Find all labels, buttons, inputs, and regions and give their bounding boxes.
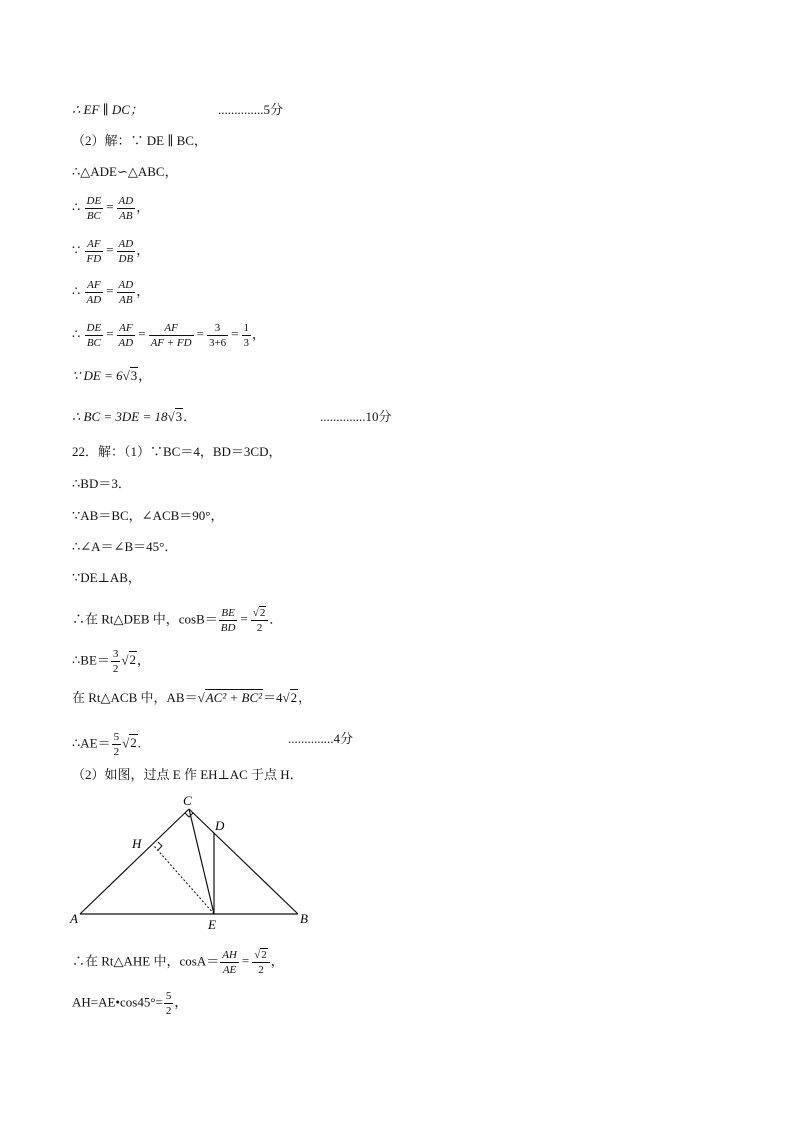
denominator: 2 — [258, 964, 264, 976]
radicand: 3 — [175, 409, 183, 424]
therefore-symbol: ∴ — [72, 283, 81, 299]
fraction — [85, 237, 104, 266]
punct: ， — [270, 953, 284, 969]
right-angle-mark-c — [185, 813, 193, 817]
line-ae — [72, 730, 141, 759]
numerator: 5 — [113, 731, 120, 743]
line-ab-bc: ∵AB＝BC，∠ACB＝90°， — [72, 508, 224, 523]
denominator: BC — [86, 337, 101, 349]
label-d: D — [215, 818, 225, 833]
denominator: AB — [119, 294, 133, 306]
denominator: 3+6 — [208, 337, 227, 349]
text: ∴AE＝ — [72, 735, 111, 751]
segment-cb — [189, 809, 298, 914]
text: ∴ EF ∥ DC； — [72, 102, 143, 117]
geometry-figure — [66, 792, 326, 934]
line-similar-triangles: ∴△ADE∽△ABC， — [72, 164, 178, 179]
fraction — [112, 730, 122, 759]
line-be — [72, 647, 150, 676]
denominator: AB — [119, 210, 133, 222]
denominator: 2 — [256, 622, 263, 634]
punct: ， — [252, 326, 266, 342]
equals: = — [106, 199, 114, 215]
score-5: ..............5分 — [218, 102, 284, 117]
fraction — [85, 278, 104, 307]
numerator: DE — [86, 195, 102, 207]
line-de-perp: ∵DE⊥AB， — [72, 570, 141, 585]
equals: = — [240, 611, 248, 627]
fraction — [85, 194, 104, 223]
equals: = — [138, 326, 146, 342]
denominator: AF + FD — [150, 337, 192, 349]
because-symbol: ∵ — [72, 242, 81, 258]
numerator: AD — [118, 279, 134, 291]
line-ratio-1 — [72, 194, 149, 223]
line-cosa — [72, 948, 284, 977]
label-a: A — [70, 911, 78, 926]
denominator: 2 — [112, 663, 119, 675]
numerator: √2 — [251, 606, 269, 621]
fraction — [85, 321, 104, 350]
fraction — [164, 989, 174, 1018]
text: ＝4 — [263, 690, 283, 705]
numerator: AD — [118, 195, 134, 207]
fraction — [242, 321, 252, 350]
sqrt-sign: √ — [167, 409, 175, 424]
numerator: AF — [149, 321, 194, 336]
numerator: 5 — [165, 990, 172, 1002]
text: AH=AE•cos45°= — [72, 994, 163, 1010]
numerator: √2 — [252, 948, 270, 963]
denominator: FD — [86, 253, 102, 265]
line-ef-parallel-dc — [72, 101, 143, 119]
label-c: C — [183, 793, 192, 808]
fraction — [219, 606, 238, 635]
numerator: 3 — [112, 648, 119, 660]
radicand: 2 — [261, 949, 267, 961]
equals: = — [196, 326, 204, 342]
fraction — [117, 194, 136, 223]
punct: ， — [136, 283, 150, 299]
punct: ， — [137, 652, 151, 668]
punct: . — [137, 735, 141, 751]
fraction — [111, 647, 121, 676]
label-e: E — [208, 917, 216, 932]
line-ratio-chain — [72, 321, 265, 350]
radicand: AC² + BC² — [205, 690, 263, 705]
numerator: DE — [86, 322, 102, 334]
line-angles: ∴∠A＝∠B＝45°． — [72, 539, 178, 554]
line-bd: ∴BD＝3． — [72, 476, 131, 491]
equals: = — [241, 953, 250, 969]
denominator: AE — [222, 964, 237, 976]
line-ratio-2 — [72, 237, 149, 266]
radicand: 2 — [130, 735, 137, 751]
line-ratio-3 — [72, 278, 149, 307]
line-part2-figure: （2）如图，过点 E 作 EH⊥AC 于点 H． — [72, 767, 303, 782]
sqrt-sign: √ — [121, 652, 129, 668]
line-bc-value — [72, 408, 196, 426]
denominator: AD — [86, 294, 102, 306]
text: ∵ DE = 6 — [72, 368, 123, 383]
fraction — [252, 948, 270, 977]
segment-eh-dotted — [154, 846, 214, 914]
numerator: AF — [85, 237, 104, 252]
punct: ， — [136, 242, 150, 258]
punct: ． — [269, 611, 283, 627]
denominator: DB — [118, 253, 134, 265]
line-cosb — [72, 606, 282, 635]
punct: ， — [138, 368, 152, 383]
fraction — [220, 948, 239, 977]
therefore-symbol: ∴ — [72, 199, 81, 215]
denominator: 2 — [165, 1005, 172, 1017]
radicand: 2 — [290, 690, 298, 705]
line-de-value — [72, 367, 151, 385]
fraction — [149, 321, 194, 350]
radicand: 3 — [130, 368, 138, 383]
punct: ， — [136, 199, 150, 215]
denominator: AD — [118, 337, 134, 349]
denominator: BD — [220, 622, 236, 634]
score-10: ..............10分 — [320, 409, 392, 424]
numerator: BE — [219, 606, 238, 621]
fraction — [251, 606, 269, 635]
fraction — [117, 237, 136, 266]
text: ∴在 Rt△AHE 中，cosA＝ — [72, 953, 220, 969]
denominator: 2 — [113, 746, 120, 758]
line-q22-start: 22．解：（1）∵BC＝4，BD＝3CD， — [72, 444, 282, 459]
right-angle-mark-h — [158, 842, 162, 850]
sqrt-sign: √ — [122, 368, 130, 383]
label-h: H — [132, 836, 142, 851]
therefore-symbol: ∴ — [72, 326, 81, 342]
numerator: 1 — [243, 322, 249, 334]
score-4: ..............4分 — [288, 731, 354, 746]
fraction — [117, 321, 136, 350]
radicand: 2 — [259, 607, 266, 619]
numerator: 3 — [207, 321, 228, 336]
equals: = — [106, 242, 114, 258]
text: ∴在 Rt△DEB 中，cosB＝ — [72, 611, 218, 627]
fraction — [207, 321, 228, 350]
line-part2-start: （2）解：∵ DE ∥ BC， — [72, 133, 207, 148]
label-b: B — [300, 911, 308, 926]
text: ∴BE＝ — [72, 652, 110, 668]
punct: ， — [174, 994, 188, 1010]
numerator: AH — [222, 949, 237, 961]
equals: = — [106, 283, 114, 299]
segment-ce — [189, 809, 214, 914]
sqrt-sign: √ — [282, 690, 290, 705]
line-ah — [72, 989, 187, 1018]
text: 在 Rt△ACB 中，AB＝ — [72, 690, 198, 705]
denominator: 3 — [243, 337, 249, 349]
punct: ． — [183, 409, 197, 424]
numerator: AF — [117, 321, 136, 336]
punct: ， — [298, 690, 312, 705]
radicand: 2 — [129, 652, 137, 668]
sqrt-sign: √ — [122, 735, 130, 751]
sqrt-sign: √ — [197, 690, 205, 705]
denominator: BC — [86, 210, 101, 222]
fraction — [117, 278, 136, 307]
line-ab — [72, 689, 311, 707]
equals: = — [231, 326, 239, 342]
equals: = — [106, 326, 114, 342]
segment-ac — [80, 809, 189, 914]
numerator: AF — [85, 278, 104, 293]
text: ∴ BC = 3DE = 18 — [72, 409, 168, 424]
numerator: AD — [118, 238, 134, 250]
